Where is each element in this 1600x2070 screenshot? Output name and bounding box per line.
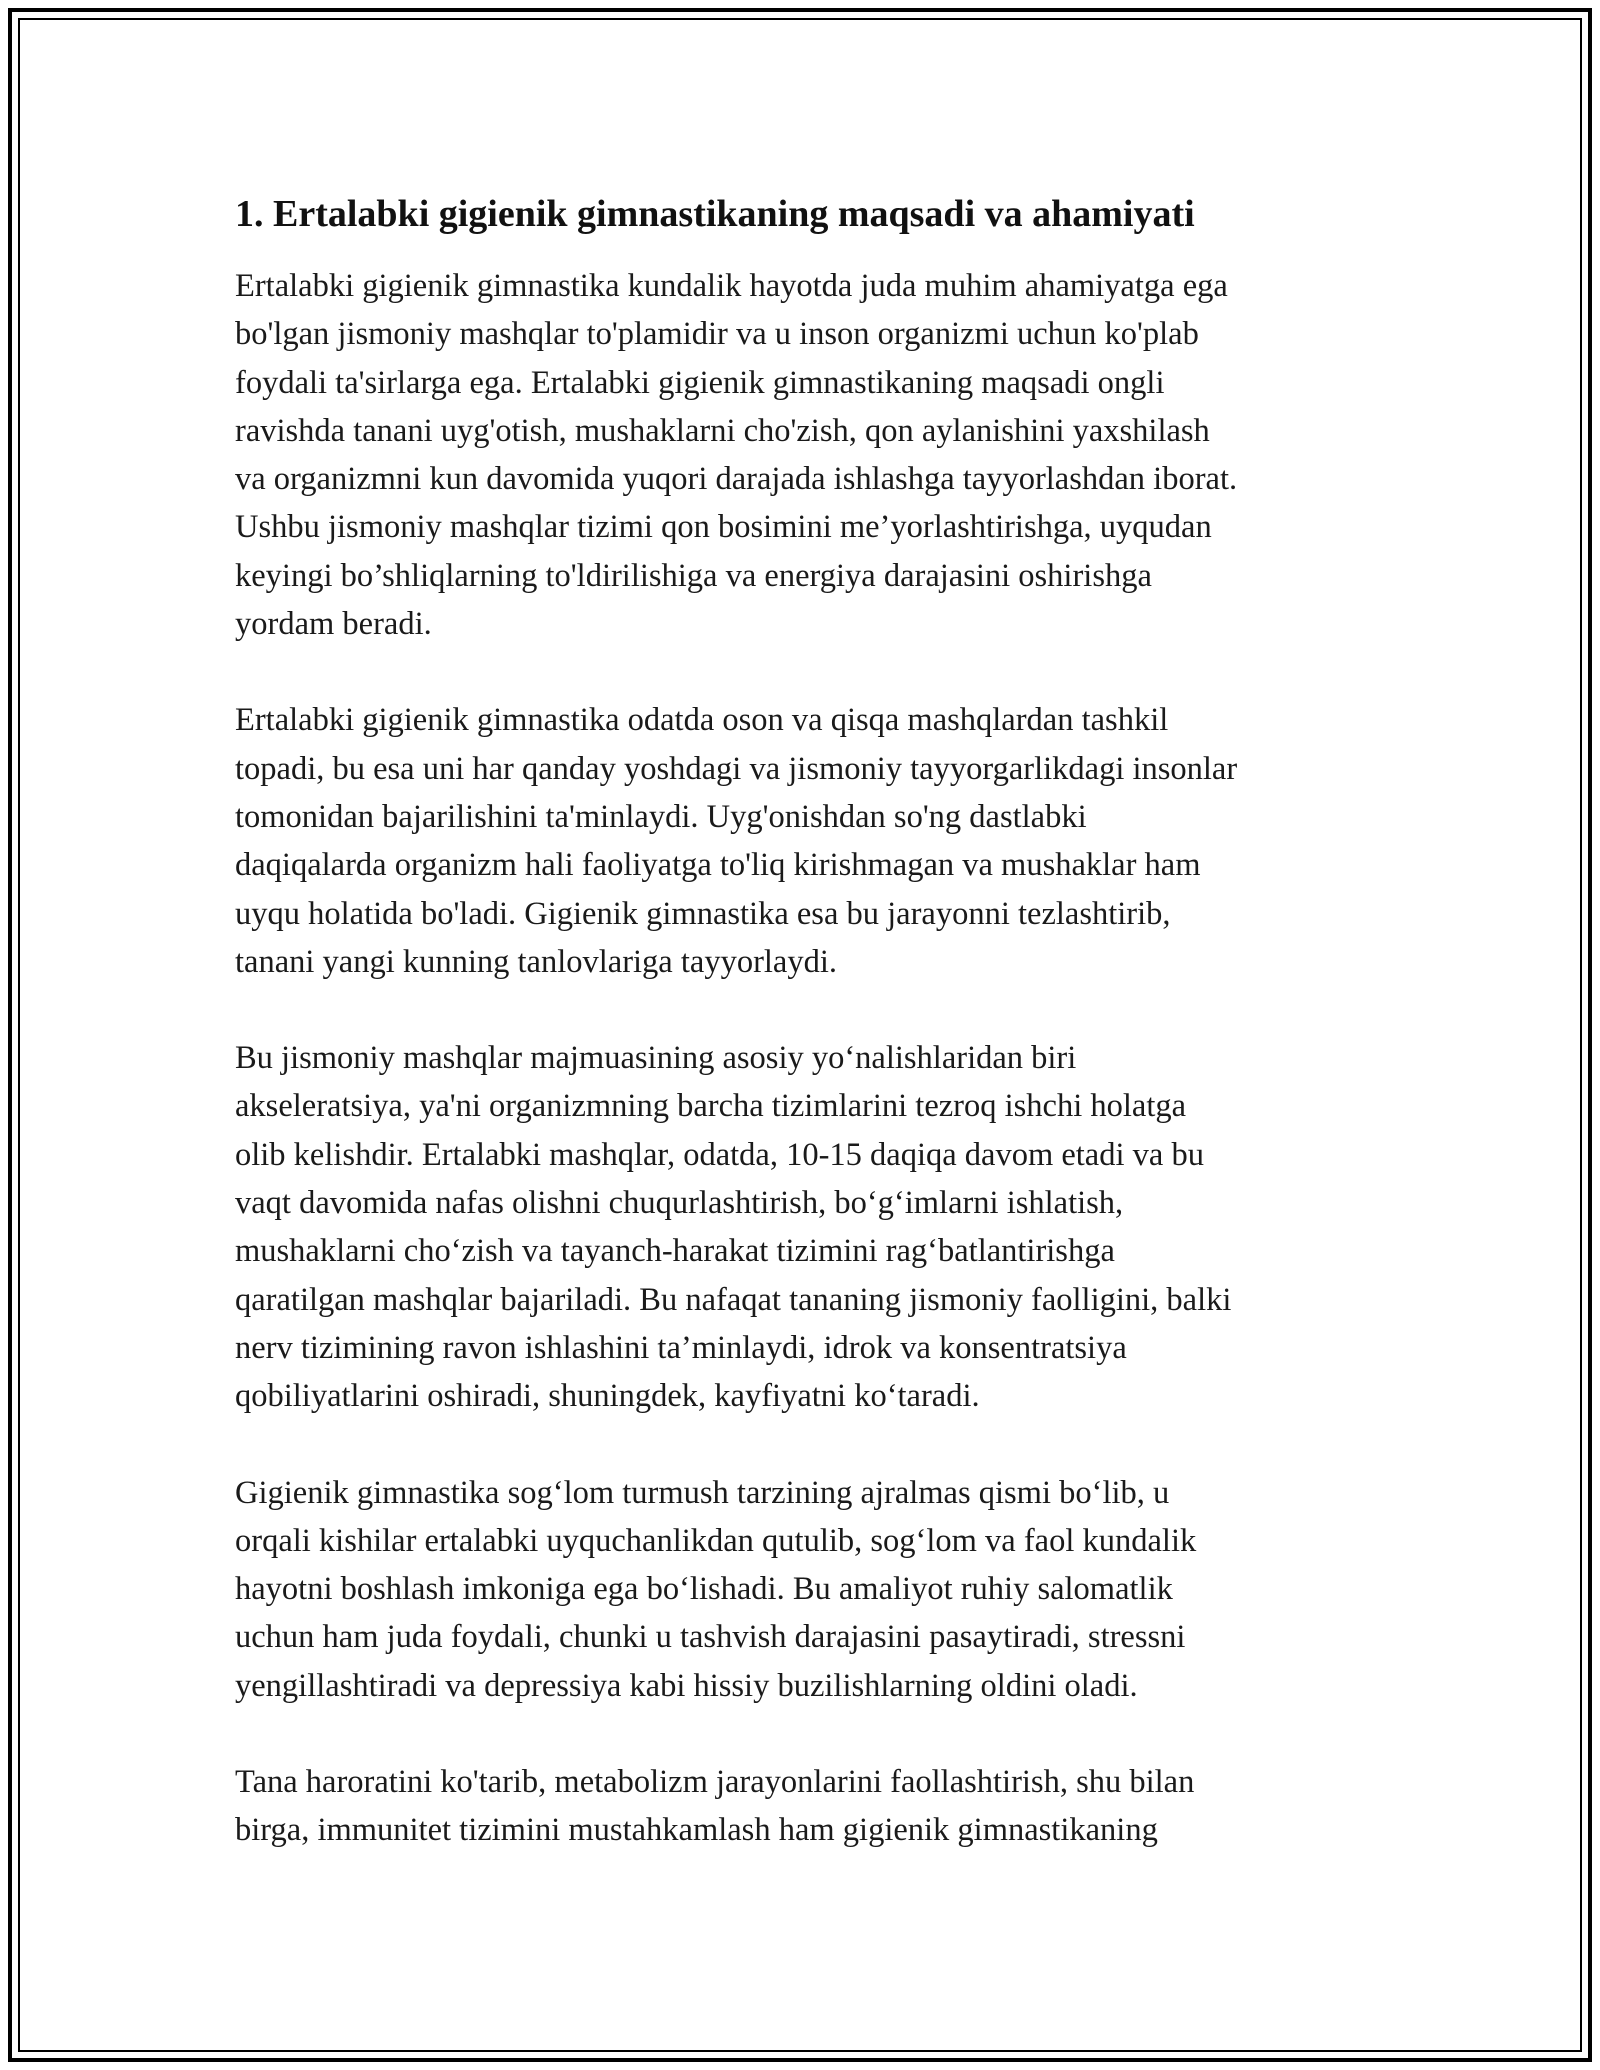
document-body	[235, 188, 1375, 1903]
paragraph-3: Bu jismoniy mashqlar majmuasining asosiy yo‘nalishlaridan biri akseleratsiya, ya'ni organizmning barcha tizimlarini tezroq ishchi holatga olib kelishdir. Ertalabki mashqlar, odatda, 10-15 daqiqa davom etadi va bu vaqt davomida nafas olishni chuqurlashtirish, bo‘g‘imlarni ishlatish, mushaklarni cho‘zish va tayanch-harakat tizimini rag‘batlantirishga qaratilgan mashqlar bajariladi. Bu nafaqat tananing jismoniy faolligini, balki nerv tizimining ravon ishlashini ta’minlaydi, idrok va konsentratsiya qobiliyatlarini oshiradi, shuningdek, kayfiyatni ko‘taradi.	[235, 1040, 1232, 1415]
paragraph-1: Ertalabki gigienik gimnastika kundalik hayotda juda muhim ahamiyatga ega bo'lgan jismoniy mashqlar to'plamidir va u inson organizmi uchun ko'plab foydali ta'sirlarga ega. Ertalabki gigienik gimnastikaning maqsadi ongli ravishda tanani uyg'otish, mushaklarni cho'zish, qon aylanishini yaxshilash va organizmni kun davomida yuqori darajada ishlashga tayyorlashdan iborat. Ushbu jismoniy mashqlar tizimi qon bosimini me’yorlashtirishga, uyqudan keyingi bo’shliqlarning to'ldirilishiga va energiya darajasini oshirishga yordam beradi.	[235, 268, 1238, 643]
paragraph-2: Ertalabki gigienik gimnastika odatda oson va qisqa mashqlardan tashkil topadi, bu esa uni har qanday yoshdagi va jismoniy tayyorgarlikdagi insonlar tomonidan bajarilishini ta'minlaydi. Uyg'onishdan so'ng dastlabki daqiqalarda organizm hali faoliyatga to'liq kirishmagan va mushaklar ham uyqu holatida bo'ladi. Gigienik gimnastika esa bu jarayonni tezlashtirib, tanani yangi kunning tanlovlariga tayyorlaydi.	[235, 702, 1238, 980]
section-heading: 1. Ertalabki gigienik gimnastikaning maqsadi va ahamiyati	[235, 193, 1195, 235]
paragraph-4: Gigienik gimnastika sog‘lom turmush tarzining ajralmas qismi bo‘lib, u orqali kishilar ertalabki uyquchanlikdan qutulib, sog‘lom va faol kundalik hayotni boshlash imkoniga ega bo‘lishadi. Bu amaliyot ruhiy salomatlik uchun ham juda foydali, chunki u tashvish darajasini pasaytiradi, stressni yengillashtiradi va depressiya kabi hissiy buzilishlarning oldini oladi.	[235, 1474, 1197, 1704]
paragraph-5: Tana haroratini ko'tarib, metabolizm jarayonlarini faollashtirish, shu bilan birga, immunitet tizimini mustahkamlash ham gigienik gimnastikaning	[235, 1764, 1195, 1849]
